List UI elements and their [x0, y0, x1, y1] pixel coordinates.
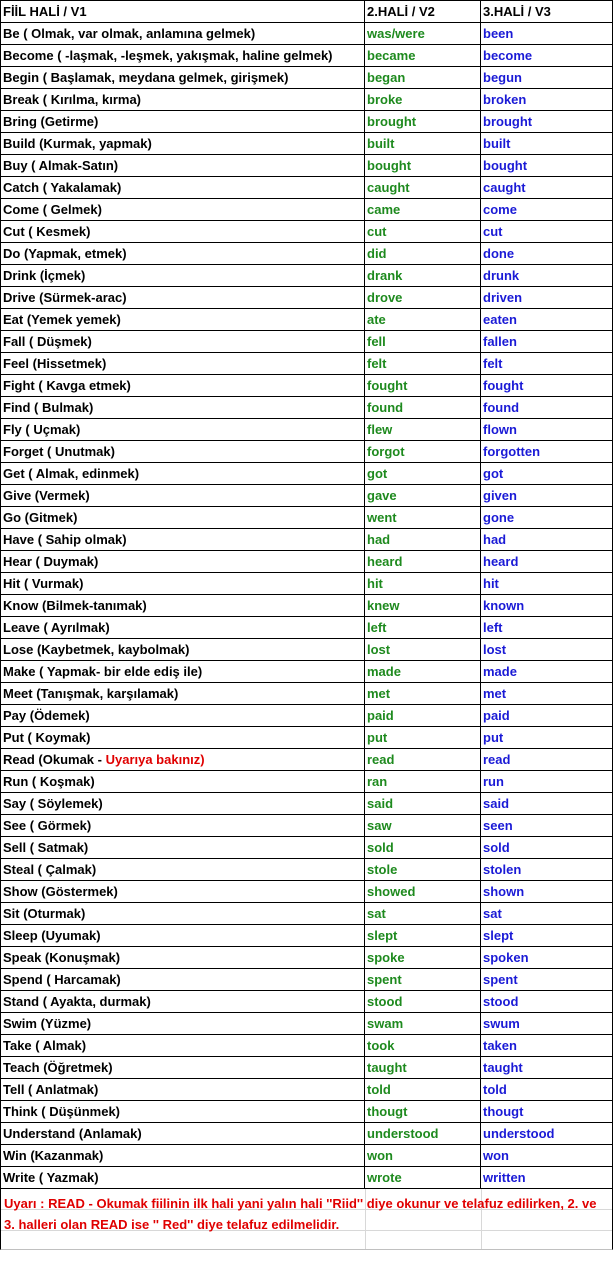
verb-v1: Put ( Koymak)	[3, 730, 91, 745]
verb-v2: took	[365, 1035, 481, 1057]
verb-v3: begun	[481, 67, 613, 89]
verb-v2: knew	[365, 595, 481, 617]
verb-v2: stood	[365, 991, 481, 1013]
verb-v1: Sleep (Uyumak)	[3, 928, 101, 943]
verb-v2: put	[365, 727, 481, 749]
verb-v1-cell	[1, 221, 365, 243]
warning-reference: Uyarıya bakınız)	[105, 752, 205, 767]
verb-v3: forgotten	[481, 441, 613, 463]
verb-v1-cell	[1, 111, 365, 133]
table-row	[1, 639, 613, 661]
verb-v1: Run ( Koşmak)	[3, 774, 95, 789]
table-row	[1, 111, 613, 133]
table-row	[1, 903, 613, 925]
verb-v2: swam	[365, 1013, 481, 1035]
verb-v2: understood	[365, 1123, 481, 1145]
verb-v1-cell	[1, 463, 365, 485]
verb-v1: Win (Kazanmak)	[3, 1148, 104, 1163]
table-row	[1, 221, 613, 243]
verb-v2: hit	[365, 573, 481, 595]
verb-v3: caught	[481, 177, 613, 199]
verb-v1: Teach (Öğretmek)	[3, 1060, 113, 1075]
verb-v3: hit	[481, 573, 613, 595]
table-row	[1, 287, 613, 309]
verb-v3: read	[481, 749, 613, 771]
verb-v1: Bring (Getirme)	[3, 114, 99, 129]
table-row	[1, 727, 613, 749]
verb-v1-cell	[1, 1057, 365, 1079]
verb-v1: Sell ( Satmak)	[3, 840, 89, 855]
verb-v1-cell	[1, 155, 365, 177]
verb-v2: bought	[365, 155, 481, 177]
verb-v3: taken	[481, 1035, 613, 1057]
table-row	[1, 1035, 613, 1057]
verb-v2: had	[365, 529, 481, 551]
verb-v2: taught	[365, 1057, 481, 1079]
verb-v1: Buy ( Almak-Satın)	[3, 158, 119, 173]
warning-note: Uyarı : READ - Okumak fiilinin ilk hali yani yalın hali ''Riid'' diye okunur ve telafuz edilirken, 2. ve 3. halleri olan READ ise '' Red'' diye telafuz edilmelidir.	[4, 1196, 597, 1232]
table-row	[1, 243, 613, 265]
verb-v1-cell	[1, 771, 365, 793]
verb-v1: Feel (Hissetmek)	[3, 356, 107, 371]
verb-v3: lost	[481, 639, 613, 661]
verb-v1: Fight ( Kavga etmek)	[3, 378, 131, 393]
verb-v3: eaten	[481, 309, 613, 331]
verb-v2: gave	[365, 485, 481, 507]
verb-v2: brought	[365, 111, 481, 133]
header-v3: 3.HALİ / V3	[481, 1, 613, 23]
verb-v3: seen	[481, 815, 613, 837]
verb-v1-cell	[1, 331, 365, 353]
verb-v3: driven	[481, 287, 613, 309]
table-row	[1, 815, 613, 837]
verb-v1: Sit (Oturmak)	[3, 906, 86, 921]
verb-v2: was/were	[365, 23, 481, 45]
verb-v2: fell	[365, 331, 481, 353]
table-row	[1, 1079, 613, 1101]
verb-v1: Break ( Kırılma, kırma)	[3, 92, 142, 107]
verb-v3: made	[481, 661, 613, 683]
table-row	[1, 837, 613, 859]
verb-v1-cell	[1, 551, 365, 573]
verb-v1-cell	[1, 925, 365, 947]
verb-v2: saw	[365, 815, 481, 837]
warning-note-cell	[0, 1189, 613, 1250]
table-row	[1, 67, 613, 89]
verb-v1-cell	[1, 1167, 365, 1189]
table-row	[1, 881, 613, 903]
verb-v1: Hit ( Vurmak)	[3, 576, 84, 591]
verb-v2: lost	[365, 639, 481, 661]
verb-v3: shown	[481, 881, 613, 903]
verb-v1-cell	[1, 881, 365, 903]
verb-v3: spent	[481, 969, 613, 991]
verb-v1-cell	[1, 837, 365, 859]
verb-v1: Forget ( Unutmak)	[3, 444, 115, 459]
table-row	[1, 1101, 613, 1123]
verb-v3: felt	[481, 353, 613, 375]
verb-v3: had	[481, 529, 613, 551]
verb-v1: Eat (Yemek yemek)	[3, 312, 121, 327]
verb-v1-cell	[1, 67, 365, 89]
table-row	[1, 397, 613, 419]
verb-v2: forgot	[365, 441, 481, 463]
verb-v3: sold	[481, 837, 613, 859]
verb-v1-cell	[1, 617, 365, 639]
verb-v1-cell	[1, 353, 365, 375]
verb-v1: Come ( Gelmek)	[3, 202, 102, 217]
table-row	[1, 1013, 613, 1035]
verb-v3: written	[481, 1167, 613, 1189]
verb-v3: swum	[481, 1013, 613, 1035]
verb-v3: told	[481, 1079, 613, 1101]
table-row	[1, 23, 613, 45]
verb-v1-cell	[1, 1013, 365, 1035]
verb-v2: thougt	[365, 1101, 481, 1123]
verb-v2: ran	[365, 771, 481, 793]
table-row	[1, 969, 613, 991]
verb-v2: heard	[365, 551, 481, 573]
verb-v1: Become ( -laşmak, -leşmek, yakışmak, haline gelmek)	[3, 48, 333, 63]
table-row	[1, 463, 613, 485]
table-row	[1, 529, 613, 551]
verb-v2: broke	[365, 89, 481, 111]
table-row	[1, 661, 613, 683]
verb-v2: did	[365, 243, 481, 265]
verb-v3: heard	[481, 551, 613, 573]
table-row	[1, 1057, 613, 1079]
verb-v1: Cut ( Kesmek)	[3, 224, 91, 239]
verb-v1: Do (Yapmak, etmek)	[3, 246, 127, 261]
verb-v1: Hear ( Duymak)	[3, 554, 99, 569]
verb-v2: came	[365, 199, 481, 221]
table-row	[1, 507, 613, 529]
header-row	[1, 1, 613, 23]
verb-v1-cell	[1, 991, 365, 1013]
table-row	[1, 683, 613, 705]
verb-v1-cell	[1, 419, 365, 441]
verb-v3: done	[481, 243, 613, 265]
verb-v1: Fly ( Uçmak)	[3, 422, 81, 437]
verb-v1: Get ( Almak, edinmek)	[3, 466, 140, 481]
verb-v1: Go (Gitmek)	[3, 510, 78, 525]
verb-v3: bought	[481, 155, 613, 177]
verb-v2: spoke	[365, 947, 481, 969]
verb-v3: known	[481, 595, 613, 617]
verb-v3: won	[481, 1145, 613, 1167]
verb-v2: read	[365, 749, 481, 771]
verb-v1-cell	[1, 749, 365, 771]
verb-v2: left	[365, 617, 481, 639]
table-row	[1, 485, 613, 507]
verb-v1: Be ( Olmak, var olmak, anlamına gelmek)	[3, 26, 256, 41]
verb-v1: Lose (Kaybetmek, kaybolmak)	[3, 642, 190, 657]
verb-v1: Show (Göstermek)	[3, 884, 118, 899]
verb-v1: Meet (Tanışmak, karşılamak)	[3, 686, 179, 701]
verb-v1-cell	[1, 705, 365, 727]
verb-v1-cell	[1, 661, 365, 683]
verb-v3: slept	[481, 925, 613, 947]
verb-v1-cell	[1, 133, 365, 155]
verb-v2: caught	[365, 177, 481, 199]
verb-v2: sat	[365, 903, 481, 925]
table-row	[1, 89, 613, 111]
verb-rows	[1, 23, 613, 1189]
table-row	[1, 551, 613, 573]
verb-v3: fallen	[481, 331, 613, 353]
verb-v1-cell	[1, 529, 365, 551]
table-row	[1, 199, 613, 221]
verb-v2: made	[365, 661, 481, 683]
verb-v1: Fall ( Düşmek)	[3, 334, 92, 349]
verb-v3: spoken	[481, 947, 613, 969]
verb-v3: understood	[481, 1123, 613, 1145]
verb-v1: Find ( Bulmak)	[3, 400, 94, 415]
table-row	[1, 309, 613, 331]
verb-v2: slept	[365, 925, 481, 947]
verb-v1: Drive (Sürmek-arac)	[3, 290, 127, 305]
table-row	[1, 793, 613, 815]
verb-v2: cut	[365, 221, 481, 243]
verb-v2: got	[365, 463, 481, 485]
verb-v1-cell	[1, 903, 365, 925]
verb-v1-cell	[1, 23, 365, 45]
verb-v3: said	[481, 793, 613, 815]
verb-v2: built	[365, 133, 481, 155]
verb-v1: Take ( Almak)	[3, 1038, 87, 1053]
verb-v2: fought	[365, 375, 481, 397]
verb-v1-cell	[1, 397, 365, 419]
verb-v3: fought	[481, 375, 613, 397]
verb-v2: won	[365, 1145, 481, 1167]
verb-v3: flown	[481, 419, 613, 441]
verb-v1: Write ( Yazmak)	[3, 1170, 99, 1185]
verb-v1-cell	[1, 45, 365, 67]
verb-v3: left	[481, 617, 613, 639]
verb-v2: drank	[365, 265, 481, 287]
verb-v3: found	[481, 397, 613, 419]
verb-v2: told	[365, 1079, 481, 1101]
verb-v3: built	[481, 133, 613, 155]
verb-v1-cell	[1, 265, 365, 287]
verb-v1-cell	[1, 1101, 365, 1123]
verb-v1-cell	[1, 1079, 365, 1101]
verb-v3: gone	[481, 507, 613, 529]
verb-v1: See ( Görmek)	[3, 818, 92, 833]
verb-v1-cell	[1, 507, 365, 529]
table-row	[1, 771, 613, 793]
table-row	[1, 177, 613, 199]
verb-v2: showed	[365, 881, 481, 903]
verb-v1-cell	[1, 683, 365, 705]
verb-v1-cell	[1, 639, 365, 661]
table-row	[1, 1167, 613, 1189]
verb-v1-cell	[1, 595, 365, 617]
verb-v1: Understand (Anlamak)	[3, 1126, 142, 1141]
table-row	[1, 1145, 613, 1167]
table-row	[1, 133, 613, 155]
verb-v3: come	[481, 199, 613, 221]
verb-v1-cell	[1, 375, 365, 397]
verb-v3: drunk	[481, 265, 613, 287]
table-row	[1, 947, 613, 969]
verb-v1: Tell ( Anlatmak)	[3, 1082, 99, 1097]
verb-v1: Swim (Yüzme)	[3, 1016, 92, 1031]
table-row	[1, 859, 613, 881]
table-row	[1, 617, 613, 639]
verb-v1-cell	[1, 199, 365, 221]
verb-v1-cell	[1, 89, 365, 111]
verb-v2: sold	[365, 837, 481, 859]
verb-v1: Leave ( Ayrılmak)	[3, 620, 110, 635]
verb-v1-cell	[1, 1123, 365, 1145]
verb-v3: cut	[481, 221, 613, 243]
verb-v1: Give (Vermek)	[3, 488, 90, 503]
table-row	[1, 991, 613, 1013]
verb-v2: began	[365, 67, 481, 89]
table-row	[1, 749, 613, 771]
table-row	[1, 441, 613, 463]
verb-v2: drove	[365, 287, 481, 309]
verb-v1: Have ( Sahip olmak)	[3, 532, 127, 547]
table-row	[1, 925, 613, 947]
verb-v2: went	[365, 507, 481, 529]
verb-v1-cell	[1, 287, 365, 309]
verb-v1: Pay (Ödemek)	[3, 708, 90, 723]
verb-v2: spent	[365, 969, 481, 991]
table-row	[1, 375, 613, 397]
table-row	[1, 705, 613, 727]
verb-v2: felt	[365, 353, 481, 375]
verb-v3: stood	[481, 991, 613, 1013]
verb-v1: Steal ( Çalmak)	[3, 862, 97, 877]
verb-v1-cell	[1, 177, 365, 199]
verb-v3: got	[481, 463, 613, 485]
verb-v2: found	[365, 397, 481, 419]
verb-v2: wrote	[365, 1167, 481, 1189]
header-v2: 2.HALİ / V2	[365, 1, 481, 23]
verb-v1-cell	[1, 243, 365, 265]
verb-v1-cell	[1, 815, 365, 837]
verb-v3: stolen	[481, 859, 613, 881]
verb-v1-cell	[1, 441, 365, 463]
verb-v1-cell	[1, 947, 365, 969]
verb-v3: paid	[481, 705, 613, 727]
verb-v3: become	[481, 45, 613, 67]
verb-v2: paid	[365, 705, 481, 727]
verb-v1: Speak (Konuşmak)	[3, 950, 121, 965]
verb-v1: Begin ( Başlamak, meydana gelmek, girişmek)	[3, 70, 289, 85]
verb-v3: taught	[481, 1057, 613, 1079]
verb-v1: Know (Bilmek-tanımak)	[3, 598, 147, 613]
verb-v1-cell	[1, 485, 365, 507]
verb-v3: put	[481, 727, 613, 749]
verb-v1: Stand ( Ayakta, durmak)	[3, 994, 151, 1009]
verb-v1: Catch ( Yakalamak)	[3, 180, 122, 195]
header-v1: FİİL HALİ / V1	[1, 1, 365, 23]
table-row	[1, 331, 613, 353]
verb-v3: sat	[481, 903, 613, 925]
verb-v1: Build (Kurmak, yapmak)	[3, 136, 152, 151]
verb-v1-cell	[1, 309, 365, 331]
table-row	[1, 155, 613, 177]
verb-v1: Spend ( Harcamak)	[3, 972, 121, 987]
table-row	[1, 573, 613, 595]
verb-v1: Make ( Yapmak- bir elde ediş ile)	[3, 664, 203, 679]
verb-v3: brought	[481, 111, 613, 133]
verb-v1: Read (Okumak -	[3, 752, 106, 767]
verb-v1-cell	[1, 969, 365, 991]
verb-v1-cell	[1, 573, 365, 595]
verb-v1: Think ( Düşünmek)	[3, 1104, 121, 1119]
verb-v1: Say ( Söylemek)	[3, 796, 103, 811]
table-row	[1, 1123, 613, 1145]
verb-v3: met	[481, 683, 613, 705]
verb-v2: ate	[365, 309, 481, 331]
verb-v1-cell	[1, 1145, 365, 1167]
verb-v3: given	[481, 485, 613, 507]
verb-v2: stole	[365, 859, 481, 881]
verb-v2: flew	[365, 419, 481, 441]
table-row	[1, 419, 613, 441]
table-row	[1, 353, 613, 375]
verb-v1-cell	[1, 727, 365, 749]
verb-v1-cell	[1, 1035, 365, 1057]
verb-v3: been	[481, 23, 613, 45]
table-row	[1, 265, 613, 287]
verb-v3: thougt	[481, 1101, 613, 1123]
table-row	[1, 45, 613, 67]
verb-v2: became	[365, 45, 481, 67]
verb-v2: said	[365, 793, 481, 815]
table-row	[1, 595, 613, 617]
verb-v3: broken	[481, 89, 613, 111]
verb-v1: Drink (İçmek)	[3, 268, 86, 283]
verb-v2: met	[365, 683, 481, 705]
verb-v3: run	[481, 771, 613, 793]
verb-v1-cell	[1, 859, 365, 881]
verb-v1-cell	[1, 793, 365, 815]
